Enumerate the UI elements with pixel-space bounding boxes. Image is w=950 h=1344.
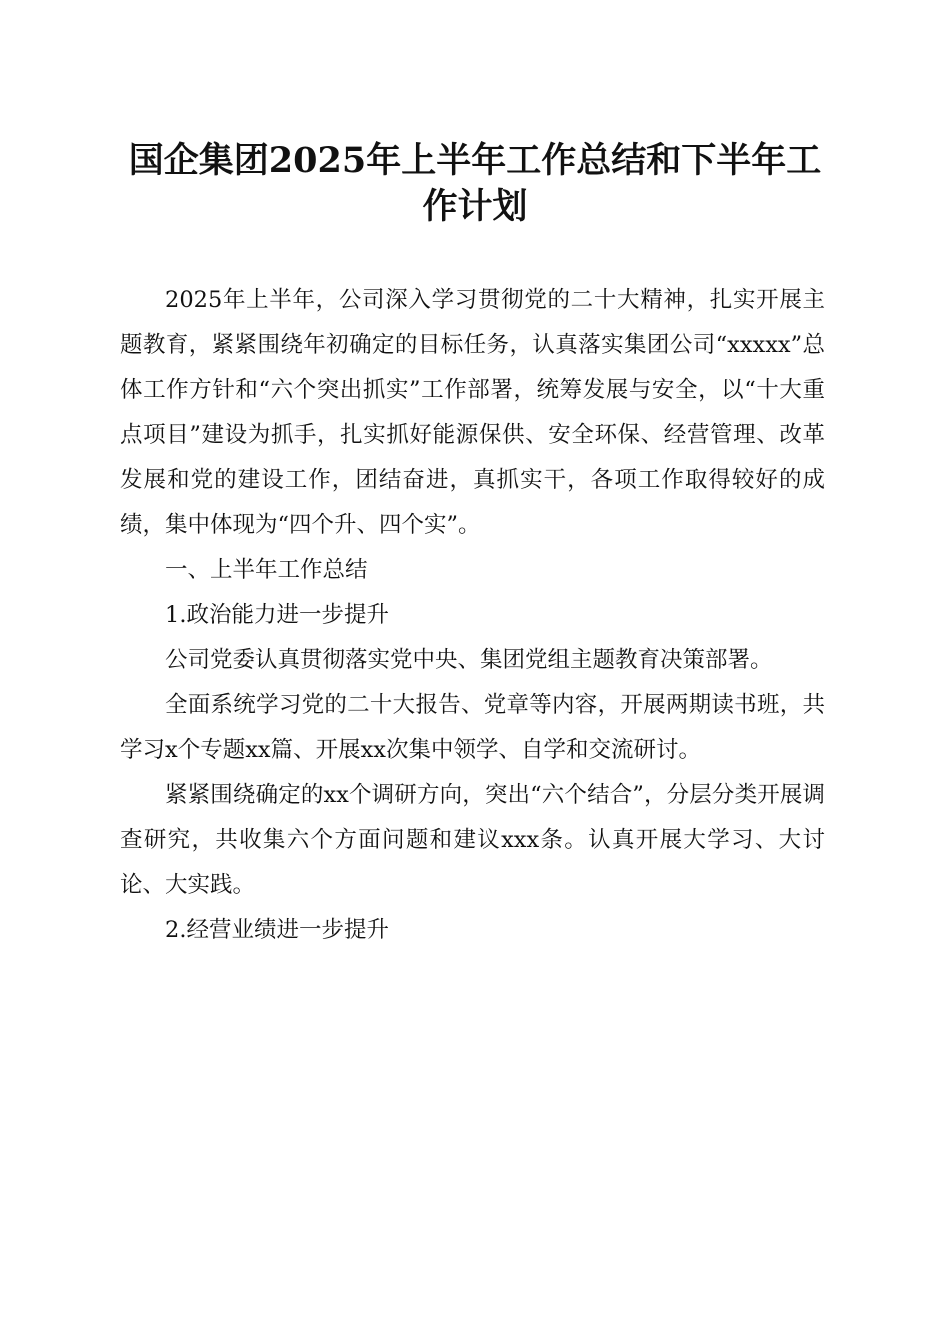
- document-title-line-1: 国企集团2025年上半年工作总结和下半年工: [128, 140, 822, 181]
- subheading-1: 1.政治能力进一步提升: [165, 602, 389, 628]
- subheading-2: 2.经营业绩进一步提升: [165, 917, 389, 943]
- document-title-line-2: 作计划: [422, 186, 528, 227]
- body-paragraph-1: 公司党委认真贯彻落实党中央、集团党组主题教育决策部署。: [165, 647, 773, 673]
- intro-paragraph: 2025年上半年，公司深入学习贯彻党的二十大精神，扎实开展主题教育，紧紧围绕年初确定的目标任务，认真落实集团公司“xxxxx”总体工作方针和“六个突出抓实”工作部署，统筹发展与安全，以“十大重点项目”建设为抓手，扎实抓好能源保供、安全环保、经营管理、改革发展和党的建设工作，团结奋进，真抓实干，各项工作取得较好的成绩，集中体现为“四个升、四个实”。: [120, 287, 825, 538]
- section-heading-1: 一、上半年工作总结: [165, 557, 368, 583]
- body-paragraph-2: 全面系统学习党的二十大报告、党章等内容，开展两期读书班，共学习x个专题xx篇、开展xx次集中领学、自学和交流研讨。: [120, 692, 825, 763]
- document-body: [120, 278, 825, 953]
- body-paragraph-3: 紧紧围绕确定的xx个调研方向，突出“六个结合”，分层分类开展调查研究，共收集六个方面问题和建议xxx条。认真开展大学习、大讨论、大实践。: [120, 782, 825, 898]
